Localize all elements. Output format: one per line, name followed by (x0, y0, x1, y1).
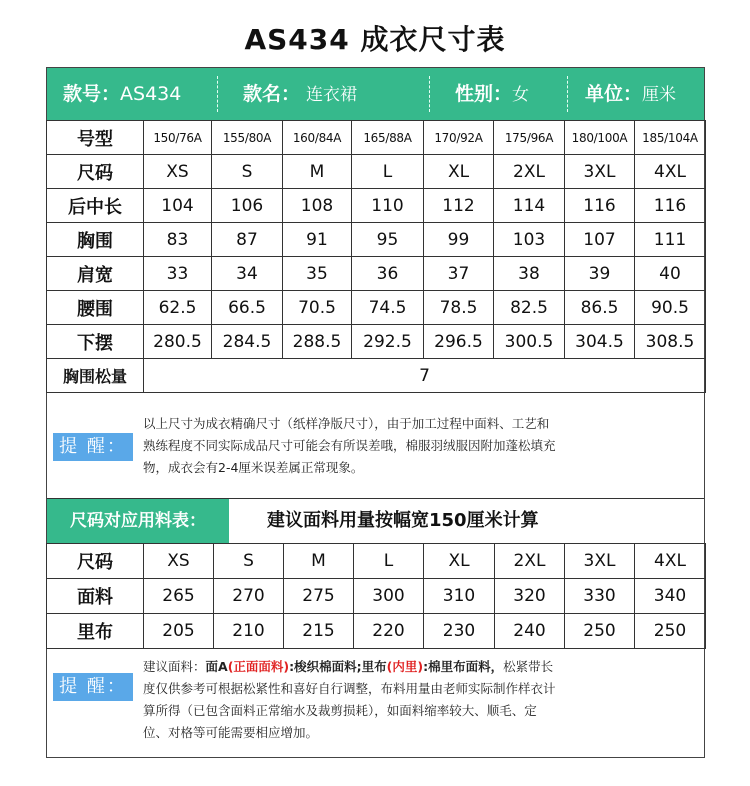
table-cell: 90.5 (635, 291, 706, 325)
table-cell: 165/88A (352, 121, 424, 155)
table-cell: 103 (494, 223, 565, 257)
fabric-band (47, 498, 704, 544)
table-cell: 330 (565, 579, 635, 614)
row-label: 尺码 (47, 155, 144, 189)
table-row (47, 121, 706, 155)
table-cell: 95 (352, 223, 424, 257)
table-cell: XS (144, 155, 212, 189)
table-cell: 300.5 (494, 325, 565, 359)
table-cell: XS (144, 544, 214, 579)
note-box-1 (47, 398, 704, 496)
table-cell: 114 (494, 189, 565, 223)
table-row (47, 257, 706, 291)
table-row (47, 325, 706, 359)
row-label: 腰围 (47, 291, 144, 325)
remind-tag: 提 醒： (53, 433, 133, 461)
table-cell: 180/100A (565, 121, 635, 155)
table-row (47, 223, 706, 257)
table-cell: 170/92A (424, 121, 494, 155)
table-cell: 87 (212, 223, 283, 257)
table-cell: 108 (283, 189, 352, 223)
table-cell: 34 (212, 257, 283, 291)
table-cell: 116 (565, 189, 635, 223)
table-cell: 288.5 (283, 325, 352, 359)
gender: 性别：女 (455, 83, 530, 105)
table-cell: 2XL (494, 155, 565, 189)
table-cell: L (354, 544, 424, 579)
table-cell: 33 (144, 257, 212, 291)
table-cell: 280.5 (144, 325, 212, 359)
table-cell: 3XL (565, 155, 635, 189)
table-cell: 270 (214, 579, 284, 614)
table-row (47, 155, 706, 189)
table-cell: 240 (495, 614, 565, 649)
ease-label: 胸围松量 (47, 359, 144, 393)
table-cell: 292.5 (352, 325, 424, 359)
table-cell: 4XL (635, 155, 706, 189)
table-cell: 150/76A (144, 121, 212, 155)
table-cell: 175/96A (494, 121, 565, 155)
table-cell: 82.5 (494, 291, 565, 325)
row-label: 胸围 (47, 223, 144, 257)
table-cell: 38 (494, 257, 565, 291)
table-cell: 250 (565, 614, 635, 649)
ease-value: 7 (144, 359, 706, 393)
info-bar (47, 68, 704, 120)
table-cell: 36 (352, 257, 424, 291)
table-row (47, 291, 706, 325)
fabric-band-text: 建议面料用量按幅宽150厘米计算 (267, 510, 539, 531)
table-cell: 308.5 (635, 325, 706, 359)
table-cell: 296.5 (424, 325, 494, 359)
fabric-table (46, 543, 706, 649)
table-cell: 62.5 (144, 291, 212, 325)
style-number: 款号：AS434 (63, 83, 182, 105)
row-label: 里布 (47, 614, 144, 649)
table-cell: 39 (565, 257, 635, 291)
style-name: 款名： 连衣裙 (243, 83, 358, 105)
table-row (47, 579, 706, 614)
table-cell: 107 (565, 223, 635, 257)
row-label: 肩宽 (47, 257, 144, 291)
table-cell: 300 (354, 579, 424, 614)
table-cell: 210 (214, 614, 284, 649)
table-cell: 3XL (565, 544, 635, 579)
row-label: 尺码 (47, 544, 144, 579)
unit: 单位：厘米 (585, 83, 677, 105)
table-cell: 37 (424, 257, 494, 291)
row-label: 号型 (47, 121, 144, 155)
table-cell: 70.5 (283, 291, 352, 325)
table-cell: 74.5 (352, 291, 424, 325)
table-cell: 35 (283, 257, 352, 291)
table-cell: 265 (144, 579, 214, 614)
row-label: 下摆 (47, 325, 144, 359)
page-title: AS434 成衣尺寸表 (244, 23, 506, 56)
table-cell: M (283, 155, 352, 189)
table-cell: 110 (352, 189, 424, 223)
table-cell: 116 (635, 189, 706, 223)
table-cell: 185/104A (635, 121, 706, 155)
table-cell: XL (424, 544, 495, 579)
table-cell: 275 (284, 579, 354, 614)
table-cell: 160/84A (283, 121, 352, 155)
table-cell: 340 (635, 579, 706, 614)
note-box-2 (47, 648, 704, 758)
size-table (46, 120, 706, 393)
table-cell: 4XL (635, 544, 706, 579)
table-cell: 104 (144, 189, 212, 223)
table-cell: 78.5 (424, 291, 494, 325)
row-label: 后中长 (47, 189, 144, 223)
table-cell: 40 (635, 257, 706, 291)
table-row (47, 614, 706, 649)
table-cell: 284.5 (212, 325, 283, 359)
table-cell: 99 (424, 223, 494, 257)
table-cell: 66.5 (212, 291, 283, 325)
fabric-band-tag: 尺码对应用料表： (47, 499, 229, 543)
table-cell: S (214, 544, 284, 579)
table-cell: XL (424, 155, 494, 189)
table-cell: S (212, 155, 283, 189)
table-cell: 320 (495, 579, 565, 614)
table-cell: 250 (635, 614, 706, 649)
table-row (47, 544, 706, 579)
row-label: 面料 (47, 579, 144, 614)
table-cell: 310 (424, 579, 495, 614)
note-text-1: 以上尺寸为成衣精确尺寸（纸样净版尺寸），由于加工过程中面料、工艺和 熟练程度不同实际成品尺寸可能会有所误差哦，棉服羽绒服因附加蓬松填充 物，成衣会有2-4厘米误差属正常现象。 (143, 416, 556, 475)
table-cell: L (352, 155, 424, 189)
table-cell: 111 (635, 223, 706, 257)
size-chart-sheet (46, 67, 705, 758)
table-cell: M (284, 544, 354, 579)
remind-tag-2: 提 醒： (53, 673, 133, 701)
table-cell: 106 (212, 189, 283, 223)
table-cell: 230 (424, 614, 495, 649)
table-cell: 215 (284, 614, 354, 649)
table-cell: 2XL (495, 544, 565, 579)
table-cell: 83 (144, 223, 212, 257)
table-cell: 205 (144, 614, 214, 649)
table-cell: 220 (354, 614, 424, 649)
table-cell: 304.5 (565, 325, 635, 359)
note-text-2: 建议面料：面A(正面面料):梭织棉面料;里布(内里):棉里布面料，松紧带长 度仅供参考可根据松紧性和喜好自行调整，布料用量由老师实际制作样衣计 算所得（已包含面料正常缩水及裁剪损耗），如面料缩率较大、顺毛、定 位、对格等可能需要相应增加。 (143, 659, 556, 740)
table-row (47, 189, 706, 223)
table-cell: 86.5 (565, 291, 635, 325)
table-cell: 91 (283, 223, 352, 257)
table-cell: 112 (424, 189, 494, 223)
table-cell: 155/80A (212, 121, 283, 155)
